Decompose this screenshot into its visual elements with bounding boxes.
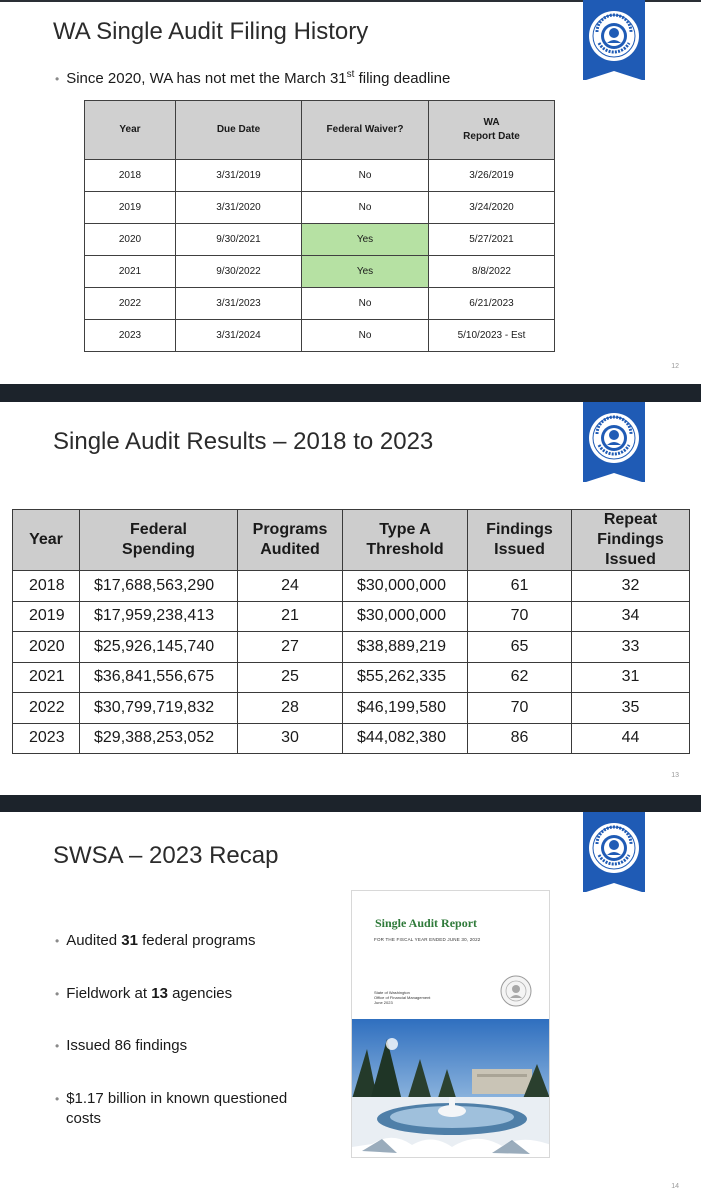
cell-programs-audited: 25 — [238, 662, 343, 693]
cell-repeat-findings: 31 — [572, 662, 690, 693]
cell-repeat-findings: 44 — [572, 723, 690, 754]
slide-14 — [0, 812, 701, 1200]
seal-ribbon — [583, 812, 645, 892]
cell-report-date: 6/21/2023 — [429, 288, 555, 320]
table-row — [85, 224, 555, 256]
cell-programs-audited: 30 — [238, 723, 343, 754]
cell-programs-audited: 28 — [238, 693, 343, 724]
table-row — [85, 256, 555, 288]
cover-subtitle: FOR THE FISCAL YEAR ENDED JUNE 30, 2022 — [374, 937, 481, 942]
page-number: 12 — [671, 363, 679, 370]
slide-13 — [0, 402, 701, 795]
page-number: 14 — [671, 1183, 679, 1190]
bullet-dot: • — [55, 72, 60, 86]
table-row — [13, 662, 690, 693]
bullet-dot: • — [55, 1039, 60, 1053]
cell-findings-issued: 65 — [468, 632, 572, 663]
table-row — [13, 571, 690, 602]
cell-type-a-threshold: $30,000,000 — [343, 571, 468, 602]
slide-title: Single Audit Results – 2018 to 2023 — [53, 428, 434, 455]
cell-repeat-findings: 32 — [572, 571, 690, 602]
table-row — [13, 632, 690, 663]
column-header-federal-waiver: Federal Waiver? — [302, 101, 429, 160]
cell-repeat-findings: 35 — [572, 693, 690, 724]
auditor-of-state-seal-icon — [588, 412, 640, 464]
cell-repeat-findings: 33 — [572, 632, 690, 663]
washington-state-seal-icon — [500, 975, 532, 1007]
bullet-item: • Since 2020, WA has not met the March 31st filing deadline — [55, 69, 451, 87]
cell-report-date: 3/24/2020 — [429, 192, 555, 224]
cell-findings-issued: 86 — [468, 723, 572, 754]
slide-title: WA Single Audit Filing History — [53, 18, 369, 45]
column-header-federal-spending: Federal Spending — [80, 510, 238, 571]
cell-federal-spending: $25,926,145,740 — [80, 632, 238, 663]
column-header-type-a-threshold: Type A Threshold — [343, 510, 468, 571]
cell-year: 2018 — [85, 160, 176, 192]
column-header-findings-issued: Findings Issued — [468, 510, 572, 571]
bullet-item: • Audited 31 federal programs — [55, 932, 256, 949]
cell-federal-waiver: No — [302, 192, 429, 224]
cell-report-date: 3/26/2019 — [429, 160, 555, 192]
column-header-programs-audited: Programs Audited — [238, 510, 343, 571]
cell-federal-waiver-highlighted: Yes — [302, 224, 429, 256]
cell-type-a-threshold: $30,000,000 — [343, 601, 468, 632]
cell-due-date: 3/31/2019 — [176, 160, 302, 192]
cell-year: 2020 — [13, 632, 80, 663]
slide-12 — [0, 0, 701, 384]
table-row — [85, 288, 555, 320]
cell-year: 2019 — [85, 192, 176, 224]
slide-title: SWSA – 2023 Recap — [53, 842, 279, 869]
cover-publisher: State of Washington Office of Financial Management June 2023 — [374, 990, 431, 1005]
cell-report-date: 5/27/2021 — [429, 224, 555, 256]
cell-programs-audited: 27 — [238, 632, 343, 663]
cell-year: 2022 — [85, 288, 176, 320]
cell-findings-issued: 70 — [468, 693, 572, 724]
bullet-item: • Issued 86 findings — [55, 1037, 188, 1054]
cell-programs-audited: 21 — [238, 601, 343, 632]
cell-year: 2022 — [13, 693, 80, 724]
cell-year: 2021 — [85, 256, 176, 288]
column-header-due-date: Due Date — [176, 101, 302, 160]
auditor-of-state-seal-icon — [588, 10, 640, 62]
cell-type-a-threshold: $46,199,580 — [343, 693, 468, 724]
seal-ribbon — [583, 402, 645, 482]
filing-history-table — [84, 100, 555, 352]
cell-federal-spending: $29,388,253,052 — [80, 723, 238, 754]
cell-federal-spending: $17,688,563,290 — [80, 571, 238, 602]
column-header-repeat-findings: Repeat Findings Issued — [572, 510, 690, 571]
auditor-of-state-seal-icon — [588, 822, 640, 874]
cell-year: 2021 — [13, 662, 80, 693]
column-header-report-date: WA Report Date — [429, 101, 555, 160]
cell-type-a-threshold: $55,262,335 — [343, 662, 468, 693]
slide-divider — [0, 384, 701, 402]
audit-results-table — [12, 509, 690, 754]
single-audit-report-cover — [351, 890, 550, 1158]
cell-federal-waiver-highlighted: Yes — [302, 256, 429, 288]
bullet-dot: • — [55, 1092, 60, 1106]
cover-title: Single Audit Report — [375, 916, 478, 930]
table-row — [85, 192, 555, 224]
cell-findings-issued: 61 — [468, 571, 572, 602]
cell-federal-spending: $36,841,556,675 — [80, 662, 238, 693]
cell-due-date: 3/31/2023 — [176, 288, 302, 320]
slide-divider — [0, 795, 701, 812]
bullet-dot: • — [55, 934, 60, 948]
cell-federal-waiver: No — [302, 320, 429, 352]
bullet-dot: • — [55, 987, 60, 1001]
seal-ribbon — [583, 0, 645, 80]
table-row — [13, 723, 690, 754]
table-header-row — [13, 510, 690, 571]
cell-repeat-findings: 34 — [572, 601, 690, 632]
cell-report-date: 8/8/2022 — [429, 256, 555, 288]
cell-year: 2023 — [13, 723, 80, 754]
cell-findings-issued: 70 — [468, 601, 572, 632]
cell-year: 2018 — [13, 571, 80, 602]
cell-year: 2020 — [85, 224, 176, 256]
cell-findings-issued: 62 — [468, 662, 572, 693]
capitol-campus-winter-photo — [352, 1019, 550, 1158]
cell-due-date: 3/31/2024 — [176, 320, 302, 352]
cell-due-date: 3/31/2020 — [176, 192, 302, 224]
table-row — [85, 160, 555, 192]
table-header-row — [85, 101, 555, 160]
cell-federal-waiver: No — [302, 160, 429, 192]
cell-federal-spending: $17,959,238,413 — [80, 601, 238, 632]
cell-federal-waiver: No — [302, 288, 429, 320]
column-header-year: Year — [85, 101, 176, 160]
table-row — [13, 693, 690, 724]
cell-type-a-threshold: $38,889,219 — [343, 632, 468, 663]
column-header-year: Year — [13, 510, 80, 571]
cell-report-date: 5/10/2023 - Est — [429, 320, 555, 352]
cell-due-date: 9/30/2022 — [176, 256, 302, 288]
bullet-item: • Fieldwork at 13 agencies — [55, 985, 233, 1002]
cell-year: 2019 — [13, 601, 80, 632]
cell-due-date: 9/30/2021 — [176, 224, 302, 256]
bullet-item: • $1.17 billion in known questioned costs — [55, 1090, 288, 1127]
cell-programs-audited: 24 — [238, 571, 343, 602]
cell-year: 2023 — [85, 320, 176, 352]
table-row — [13, 601, 690, 632]
table-row — [85, 320, 555, 352]
page-number: 13 — [671, 772, 679, 779]
cell-type-a-threshold: $44,082,380 — [343, 723, 468, 754]
cell-federal-spending: $30,799,719,832 — [80, 693, 238, 724]
